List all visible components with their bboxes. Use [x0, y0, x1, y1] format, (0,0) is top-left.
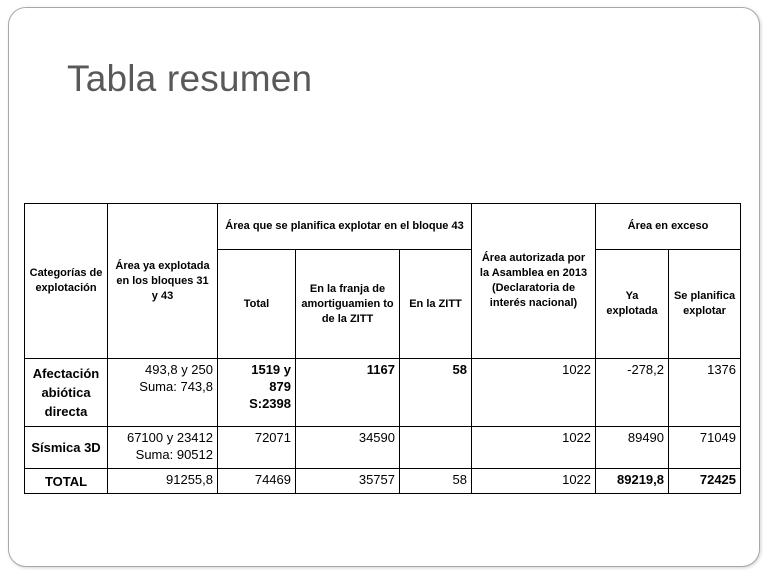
header-area-explotada: Área ya explotada en los bloques 31 y 43 — [108, 204, 218, 359]
cell-exceso-planifica: 1376 — [669, 359, 741, 427]
slide-title: Tabla resumen — [67, 58, 313, 99]
table-row — [25, 427, 741, 469]
cell-total: 74469 — [218, 469, 296, 494]
cell-franja: 1167 — [296, 359, 400, 427]
cell-exceso-ya: 89219,8 — [596, 469, 669, 494]
header-ya-explotada: Ya explotada — [596, 250, 669, 359]
header-zitt: En la ZITT — [400, 250, 472, 359]
cell-zitt: 58 — [400, 469, 472, 494]
header-area-planifica: Área que se planifica explotar en el bloque 43 — [218, 204, 472, 250]
header-se-planifica: Se planifica explotar — [669, 250, 741, 359]
cell-total — [218, 359, 296, 427]
header-area-exceso: Área en exceso — [596, 204, 741, 250]
cell-autorizada: 1022 — [472, 427, 596, 469]
table-row — [25, 359, 741, 427]
cell-exceso-ya: 89490 — [596, 427, 669, 469]
cell-franja: 34590 — [296, 427, 400, 469]
summary-table — [24, 203, 741, 494]
cell-line: 879 — [269, 379, 291, 394]
cell-total: 72071 — [218, 427, 296, 469]
cell-line: 1519 y — [251, 362, 291, 377]
cell-exceso-planifica: 72425 — [669, 469, 741, 494]
table-row-total — [25, 469, 741, 494]
header-area-autorizada: Área autorizada por la Asamblea en 2013 (Declaratoria de interés nacional) — [472, 204, 596, 359]
row-label: Afectación abiótica directa — [25, 359, 108, 427]
cell-line: Suma: 743,8 — [139, 379, 213, 394]
cell-exceso-planifica: 71049 — [669, 427, 741, 469]
header-total: Total — [218, 250, 296, 359]
cell-autorizada: 1022 — [472, 469, 596, 494]
cell-line: Suma: 90512 — [135, 447, 213, 462]
cell-zitt: 58 — [400, 359, 472, 427]
cell-autorizada: 1022 — [472, 359, 596, 427]
cell-area-explotada — [108, 427, 218, 469]
cell-line: 493,8 y 250 — [145, 362, 213, 377]
row-label: Sísmica 3D — [25, 427, 108, 469]
cell-line: 67100 y 23412 — [126, 430, 213, 445]
cell-zitt — [400, 427, 472, 469]
header-row-1 — [25, 204, 741, 250]
cell-line: S:2398 — [249, 396, 291, 411]
cell-exceso-ya: -278,2 — [596, 359, 669, 427]
header-categorias: Categorías de explotación — [25, 204, 108, 359]
cell-franja: 35757 — [296, 469, 400, 494]
row-label: TOTAL — [25, 469, 108, 494]
cell-area-explotada — [108, 359, 218, 427]
cell-area-explotada: 91255,8 — [108, 469, 218, 494]
header-franja: En la franja de amortiguamien to de la ZITT — [296, 250, 400, 359]
